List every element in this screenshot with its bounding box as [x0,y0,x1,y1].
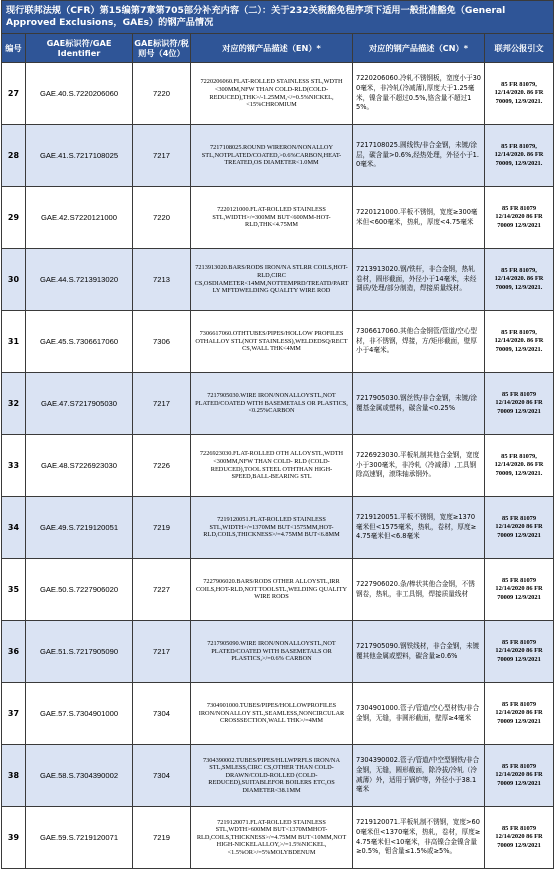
description-en: 7219120051.FLAT-ROLLED STAINLESS STL,WIDTH>/=1370MM BUT<1575MM,HOT-RLD,COILS,THICKNESS>/=4.75MM BUT<6.8MM [191,497,353,559]
header-federal-register-ref: 联邦公报引文 [485,34,554,63]
federal-register-ref: 85 FR 81079 12/14/2020 86 FR 70009 12/9/2021 [485,497,554,559]
row-number: 35 [2,559,26,621]
header-hts-code: GAE标识符/税则号（4位） [133,34,191,63]
hts-code: 7219 [133,497,191,559]
hts-code: 7220 [133,63,191,125]
hts-code: 7219 [133,807,191,869]
gae-identifier: GAE.50.S.7227906020 [26,559,133,621]
gae-identifier: GAE.45.S.7306617060 [26,311,133,373]
description-en: 7304390002.TUBES/PIPES/HLLWPRFLS IRON/NA STL,SMLESS,CIRC CS,OTHER THAN COLD-DRAWN/COLD-ROLLED (COLD-REDUCED),SUITABLEFOR BOILERS ETC,OS DIAMETER<38.1MM [191,745,353,807]
hts-code: 7227 [133,559,191,621]
federal-register-ref: 85 FR 81079, 12/14/2020. 86 FR 70009, 12/9/2021. [485,435,554,497]
federal-register-ref: 85 FR 81079 12/14/2020 86 FR 70009 12/9/2021 [485,559,554,621]
federal-register-ref: 85 FR 81079, 12/14/2020. 86 FR 70009, 12/9/2021. [485,249,554,311]
federal-register-ref: 85 FR 81079, 12/14/2020. 86 FR 70009, 12/9/2021. [485,63,554,125]
hts-code: 7217 [133,373,191,435]
federal-register-ref: 85 FR 81079 12/14/2020 86 FR 70009 12/9/2021 [485,807,554,869]
header-gae-identifier: GAE标识符/GAE Identifier [26,34,133,63]
description-en: 7217108025.ROUND WIRERON/NONALLOY STL,NOTPLATED/COATED,>0.6%CARBON,HEAT-TREATED,OS DIAMETER<1.0MM [191,125,353,187]
row-number: 29 [2,187,26,249]
description-en: 7213913020.BARS/RODS IRON/NA STLRR COILS,HOT-RLD,CIRC CS,OSDIAMETER<14MM,NOTTEMPRD/TREATD/PARTLY MFTDWELDING QUALITY WIRE ROD [191,249,353,311]
table-row [2,807,554,869]
hts-code: 7217 [133,125,191,187]
header-description-en: 对应的钢产品描述（EN）* [191,34,353,63]
header-row [2,34,554,63]
description-cn: 7220206060.冷轧不锈钢板，宽度小于300毫米，非冷轧(冷减薄),厚度大于1.25毫米，镍含量不超过0.5%,铬含量不超过15%。 [353,63,485,125]
description-en: 7226923030.FLAT-ROLLED OTH ALLOYSTL,WDTH <300MM,NFW THAN COLD- RLD (COLD-REDUCED),TOOL STEEL OTHTHAN HIGH-SPEED,BALL-BEARING STL [191,435,353,497]
row-number: 30 [2,249,26,311]
federal-register-ref: 85 FR 81079 12/14/2020 86 FR 70009 12/9/2021 [485,187,554,249]
table-row [2,187,554,249]
header-num: 编号 [2,34,26,63]
description-cn: 7217905030.钢丝铁/非合金钢，未镀/涂覆基金属或塑料，碳含量<0.25% [353,373,485,435]
description-cn: 7304390002.管子/管道/中空型钢铁/非合金钢，无缝，圆形截面，除冷拔/冷轧（冷减薄）外，适用于锅炉等，外径小于38.1毫米 [353,745,485,807]
description-cn: 7219120071.平板轧制不锈钢，宽度>600毫米但<1370毫米，热轧，卷材，厚度≥4.75毫米但<10毫米，非高镍合金镍含量≥0.5%，钼含量≤1.5%或≥5%。 [353,807,485,869]
description-cn: 7213913020.钢/铁杆，非合金钢，热轧卷材，圆形截面，外径小于14毫米，未经调质/处理/部分制造，焊接质量线材。 [353,249,485,311]
gae-identifier: GAE.41.S.7217108025 [26,125,133,187]
description-cn: 7227906020.条/棒状其他合金钢，不锈钢卷，热轧，非工具钢，焊接质量线材 [353,559,485,621]
row-number: 37 [2,683,26,745]
gae-identifier: GAE.42.S7220121000 [26,187,133,249]
description-en: 7306617060.OTHTUBES/PIPES/HOLLOW PROFILES OTHALLOY STL(NOT STAINLESS),WELDEDSQ/RECT CS,WALL THK<4MM [191,311,353,373]
federal-register-ref: 85 FR 81079 12/14/2020 86 FR 70009 12/9/2021 [485,745,554,807]
row-number: 39 [2,807,26,869]
table-row [2,497,554,559]
row-number: 34 [2,497,26,559]
federal-register-ref: 85 FR 81079, 12/14/2020. 86 FR 70009, 12/9/2021. [485,311,554,373]
hts-code: 7226 [133,435,191,497]
federal-register-ref: 85 FR 81079 12/14/2020 86 FR 70009 12/9/2021 [485,683,554,745]
row-number: 31 [2,311,26,373]
gae-identifier: GAE.49.S.7219120051 [26,497,133,559]
hts-code: 7220 [133,187,191,249]
hts-code: 7304 [133,683,191,745]
federal-register-ref: 85 FR 81079 12/14/2020 86 FR 70009 12/9/2021 [485,373,554,435]
hts-code: 7213 [133,249,191,311]
hts-code: 7217 [133,621,191,683]
hts-code: 7306 [133,311,191,373]
description-cn: 7304901000.管子/管道/空心型材铁/非合金钢，无缝，非圆形截面，壁厚≥4毫米 [353,683,485,745]
federal-register-ref: 85 FR 81079 12/14/2020 86 FR 70009 12/9/2021 [485,621,554,683]
gae-identifier: GAE.57.S.7304901000 [26,683,133,745]
table-row [2,63,554,125]
table-row [2,621,554,683]
hts-code: 7304 [133,745,191,807]
description-cn: 7217905090.钢铁线材，非合金钢，未镀覆其他金属或塑料，碳含量≥0.6% [353,621,485,683]
description-en: 7219120071.FLAT-ROLLED STAINLESS STL,WDTH>600MM BUT<1370MMHOT-RLD,COILS,THICKNESS>/=4.75MM BUT<10MM,NOT HIGH-NICKELALLOY,>/=1.5%NICKEL,<1.5%OR>/=5%MOLYBDENUM [191,807,353,869]
row-number: 36 [2,621,26,683]
gae-identifier: GAE.48.S7226923030 [26,435,133,497]
gae-identifier: GAE.44.S.7213913020 [26,249,133,311]
description-en: 7217905090.WIRE IRON/NONALLOYSTL,NOT PLATED/COATED WITH BASEMETALS OR PLASTICS,>/=0.6% CARBON [191,621,353,683]
header-description-cn: 对应的钢产品描述（CN）* [353,34,485,63]
description-en: 7220206060.FLAT-ROLLED STAINLESS STL,WDTH <300MM,NFW THAN COLD-RLD(COLD-REDUCED),THK>/-1.25MM,</=0.5%NICKEL,<15%CHROMIUM [191,63,353,125]
gae-identifier: GAE.58.S.7304390002 [26,745,133,807]
table-row [2,125,554,187]
description-cn: 7306617060.其他合金钢管/管道/空心型材，非不锈钢，焊接，方/矩形截面，壁厚小于4毫米。 [353,311,485,373]
gae-exclusions-table [1,0,554,869]
description-cn: 7219120051.平板不锈钢，宽度≥1370毫米但<1575毫米，热轧，卷材，厚度≥4.75毫米但<6.8毫米 [353,497,485,559]
gae-identifier: GAE.47.S7217905030 [26,373,133,435]
description-en: 7217905030.WIRE IRON/NONALLOYSTL,NOT PLATED/COATED WITH BASEMETALS OR PLASTICS,<0.25%CARBON [191,373,353,435]
table-title: 现行联邦法规（CFR）第15编第7章第705部分补充内容（二）：关于232关税豁免程序项下适用一般批准豁免（General Approved Exclusions，GAEs）的钢产品情况 [2,1,554,34]
row-number: 38 [2,745,26,807]
federal-register-ref: 85 FR 81079, 12/14/2020. 86 FR 70009, 12/9/2021. [485,125,554,187]
description-cn: 7220121000.平板不锈钢，宽度≥300毫米但<600毫米，热轧，厚度<4.75毫米 [353,187,485,249]
table-row [2,683,554,745]
gae-identifier: GAE.59.S.7219120071 [26,807,133,869]
row-number: 33 [2,435,26,497]
description-cn: 7226923030.平板轧制其他合金钢，宽度小于300毫米，非冷轧（冷减薄）,工具钢除高速钢，滚珠轴承钢外。 [353,435,485,497]
description-en: 7227906020.BARS/RODS OTHER ALLOYSTL,IRR COILS,HOT-RLD,NOT TOOLSTL,WELDING QUALITY WIRE RODS [191,559,353,621]
table-title-row [2,1,554,34]
table-row [2,559,554,621]
gae-identifier: GAE.40.S.7220206060 [26,63,133,125]
description-en: 7220121000.FLAT-ROLLED STAINLESS STL,WIDTH>/=300MM BUT<600MM-HOT-RLD,THK<4.75MM [191,187,353,249]
table-row [2,249,554,311]
row-number: 28 [2,125,26,187]
table-row [2,745,554,807]
row-number: 32 [2,373,26,435]
description-cn: 7217108025.圆线铁/非合金钢，未镀/涂层，碳含量>0.6%,经热处理，外径小于1.0毫米。 [353,125,485,187]
table-row [2,373,554,435]
description-en: 7304901000.TUBES/PIPES/HOLLOWPROFILES IRON/NONALLOY STL,SEAMLESS,NONCIRCULAR CROSSSECTION,WALL THK>/=4MM [191,683,353,745]
table-row [2,435,554,497]
gae-identifier: GAE.51.S.7217905090 [26,621,133,683]
row-number: 27 [2,63,26,125]
table-body [2,63,554,869]
table-row [2,311,554,373]
exclusions-table-container [1,0,553,869]
